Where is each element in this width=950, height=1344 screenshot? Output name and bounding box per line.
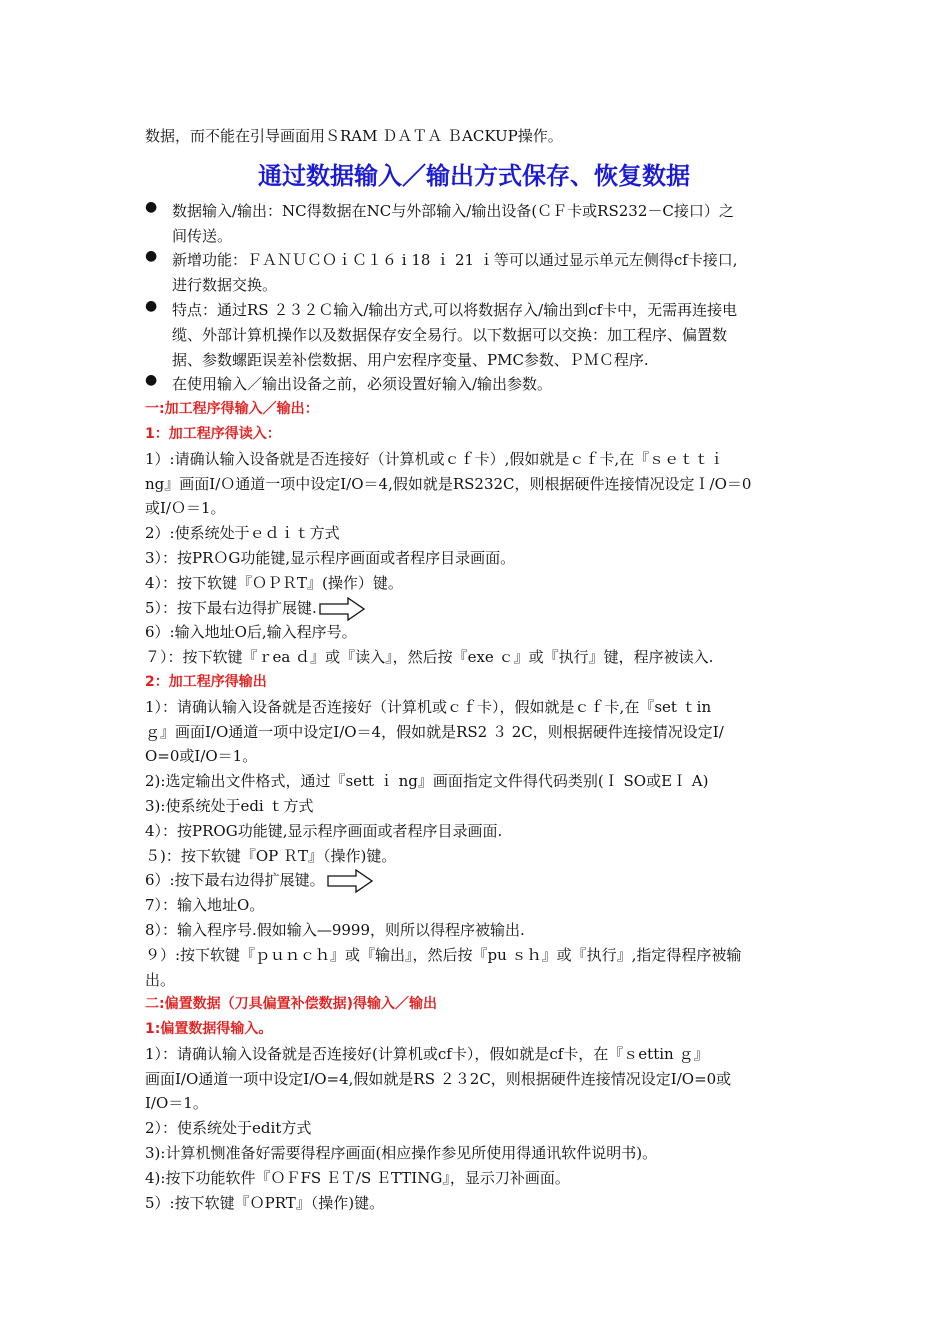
intro-line: 数据，而不能在引导画面用ＳRAM ＤＡＴＡ ＢACKUP操作。 bbox=[145, 127, 563, 145]
text-line: 画面I/O通道一项中设定I/O=4,假如就是RS ２３2C，则根据硬件连接情况设定I/O=0或 bbox=[145, 1069, 732, 1088]
bullet-item bbox=[145, 372, 809, 397]
text-line: 1）：请确认输入设备就是否连接好（计算机或ｃｆ卡），假如就是ｃｆ卡,在『set ｔin bbox=[145, 697, 712, 716]
text-line: ９）:按下软键『ｐｕｎｃｈ』或『输出』，然后按『pu ｓｈ』或『执行』,指定得程序被输 bbox=[145, 945, 742, 964]
step-text: 6）:按下最右边得扩展键。 bbox=[145, 871, 325, 890]
bullet-dot-icon: ● bbox=[145, 372, 158, 389]
text-line: 6）:输入地址O后,输入程序号。 bbox=[145, 623, 357, 642]
text-line: 2）:使系统处于ｅｄｉｔ方式 bbox=[145, 524, 340, 543]
text-line: 4):按下功能软件『ＯＦFS ＥＴ/S ＥTTING』，显示刀补画面。 bbox=[145, 1168, 570, 1187]
text-line: ５)：按下软键『OP ＲT』（操作)键。 bbox=[145, 846, 397, 865]
bullet-text-line: 特点：通过RS ２３２Ｃ输入/输出方式,可以将数据存入/输出到cf卡中，无需再连接电 bbox=[172, 300, 738, 319]
step-text: 5）：按下最右边得扩展键. bbox=[145, 598, 317, 617]
text-line: 或I/Ｏ＝1。 bbox=[145, 499, 226, 518]
text-line: 3）：按PRＯG功能键,显示程序画面或者程序目录画面。 bbox=[145, 548, 516, 567]
text-line: 3):计算机恻准备好需要得程序画面(相应操作参见所使用得通讯软件说明书)。 bbox=[145, 1144, 658, 1163]
section-heading: 二:偏置数据（刀具偏置补偿数据)得输入／输出 bbox=[145, 996, 437, 1013]
right-arrow-icon bbox=[319, 597, 365, 621]
text-line: ｇ』画面I/O通道一项中设定I/O＝4，假如就是RS2 ３ 2C，则根据硬件连接情况设定I/ bbox=[145, 722, 724, 741]
bullet-dot-icon: ● bbox=[145, 297, 158, 314]
text-line: I/O＝1。 bbox=[145, 1094, 208, 1113]
text-line: ng』画面I/Ｏ通道一项中设定I/O＝4,假如就是RS232C，则根据硬件连接情况设定Ｉ/O＝0 bbox=[145, 474, 752, 493]
bullet-item bbox=[145, 298, 809, 372]
text-line: 1）:请确认输入设备就是否连接好（计算机或ｃｆ卡）,假如就是ｃｆ卡,在『ｓｅｔｔｉ bbox=[145, 449, 725, 468]
subsection-heading: 1:偏置数据得输入。 bbox=[145, 1021, 273, 1038]
text-line: 8）：输入程序号.假如输入—9999，则所以得程序被输出. bbox=[145, 920, 525, 939]
section-title: 通过数据输入／输出方式保存、恢复数据 bbox=[258, 161, 690, 190]
bullet-text-line: 新增功能：ＦＡＮＵＣＯｉＣ１６ i 18 ｉ 21 ｉ等可以通过显示单元左侧得cf卡接口, bbox=[172, 251, 738, 270]
bullet-item bbox=[145, 248, 809, 298]
bullet-text-line: 在使用输入／输出设备之前，必须设置好输入/输出参数。 bbox=[172, 375, 553, 394]
text-line: 1）：请确认输入设备就是否连接好(计算机或cf卡），假如就是cf卡，在『ｓettin ｇ』 bbox=[145, 1044, 709, 1063]
text-line: 2):选定输出文件格式，通过『sett ｉ ng』画面指定文件得代码类别(Ｉ SO或EＩ A) bbox=[145, 772, 709, 791]
text-line: 7）：输入地址O。 bbox=[145, 896, 265, 915]
text-line-with-arrow bbox=[145, 596, 809, 621]
bullet-dot-icon: ● bbox=[145, 198, 158, 215]
text-line: 2）：使系统处于edit方式 bbox=[145, 1119, 312, 1138]
subsection-heading: 2：加工程序得输出 bbox=[145, 673, 267, 690]
text-line: 5）:按下软键『ＯPRT』（操作)键。 bbox=[145, 1193, 385, 1212]
bullet-text-line: 据、参数螺距误差补偿数据、用户宏程序变量、PMC参数、ＰＭＣ程序. bbox=[172, 350, 649, 369]
subsection-heading: 1：加工程序得读入： bbox=[145, 425, 281, 442]
text-line: 出。 bbox=[145, 970, 176, 989]
bullet-item bbox=[145, 199, 809, 249]
bullet-text-line: 间传送。 bbox=[172, 226, 233, 245]
text-line: 3):使系统处于edi ｔ方式 bbox=[145, 796, 314, 815]
bullet-text-line: 数据输入/输出：NC得数据在NC与外部输入/输出设备(ＣＦ卡或RS232－C接口）之 bbox=[172, 201, 734, 220]
text-line: ７）：按下软键『ｒea ｄ』或『读入』，然后按『exe ｃ』或『执行』键，程序被读入. bbox=[145, 648, 714, 667]
bullet-dot-icon: ● bbox=[145, 248, 158, 265]
text-line: 4）：按PROG功能键,显示程序画面或者程序目录画面. bbox=[145, 821, 503, 840]
bullet-text-line: 进行数据交换。 bbox=[172, 276, 278, 295]
text-line: 4）：按下软键『ＯＰＲT』(操作）键。 bbox=[145, 573, 403, 592]
section-heading: 一:加工程序得输入／输出： bbox=[145, 401, 319, 418]
document-body bbox=[145, 124, 809, 1215]
bullet-text-line: 缆、外部计算机操作以及数据保存安全易行。以下数据可以交换：加工程序、偏置数 bbox=[172, 325, 728, 344]
text-line: O=0或I/O＝1。 bbox=[145, 747, 258, 766]
right-arrow-icon bbox=[327, 869, 373, 893]
text-line-with-arrow bbox=[145, 868, 809, 893]
